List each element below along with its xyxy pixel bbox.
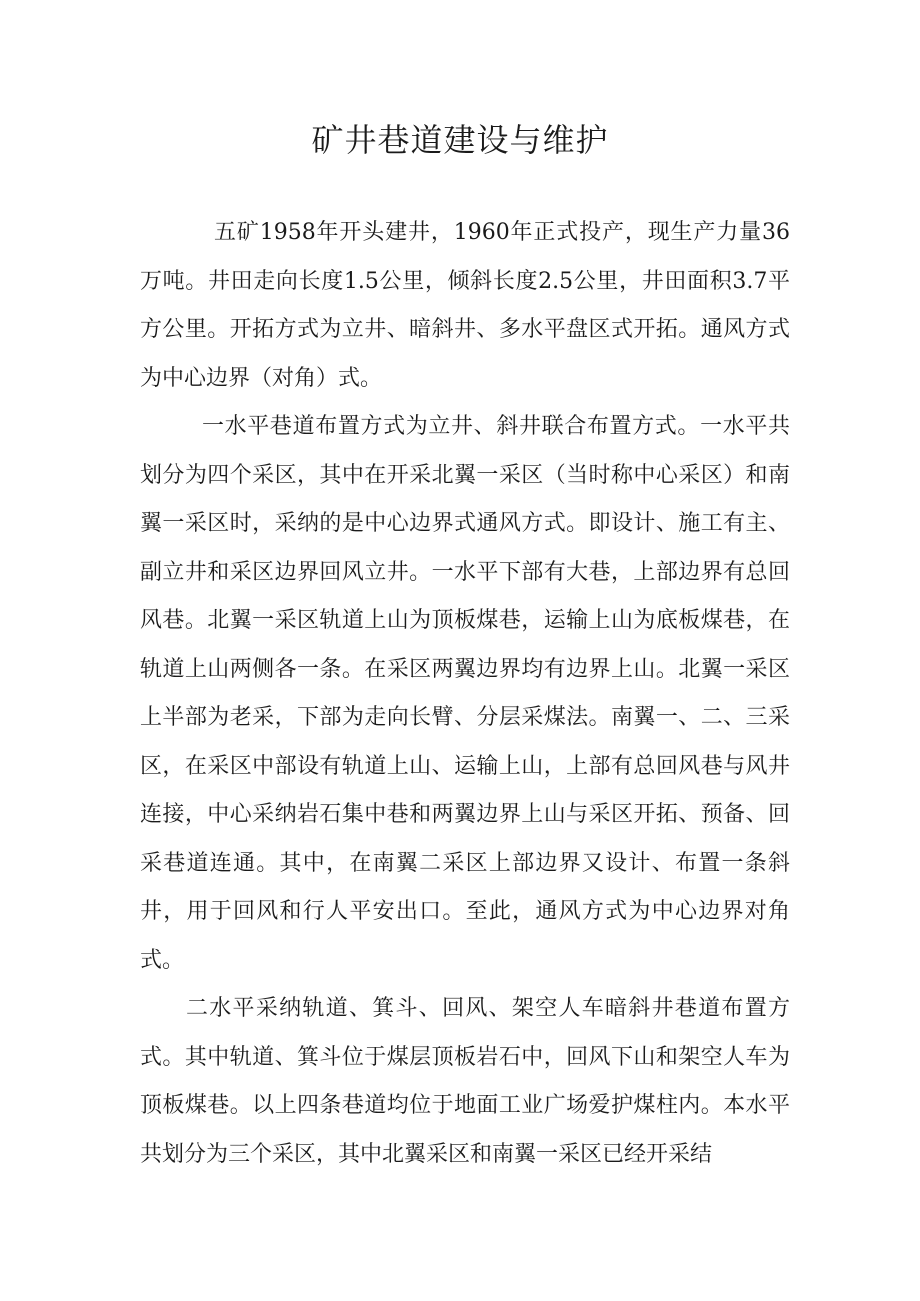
paragraph-3: 二水平采纳轨道、箕斗、回风、架空人车暗斜井巷道布置方式。其中轨道、箕斗位于煤层顶板岩石中，回风下山和架空人车为顶板煤巷。以上四条巷道均位于地面工业广场爱护煤柱内。本水平共划分为三个采区，其中北翼采区和南翼一采区已经开采结 — [140, 996, 790, 1167]
document-title: 矿井巷道建设与维护 — [311, 121, 609, 159]
document-body — [140, 209, 790, 1179]
paragraph-1: 五矿1958年开头建井，1960年正式投产，现生产力量36万吨。井田走向长度1.5公里，倾斜长度2.5公里，井田面积3.7平方公里。开拓方式为立井、暗斜井、多水平盘区式开拓。通风方式为中心边界（对角）式。 — [140, 220, 790, 391]
paragraph-2: 一水平巷道布置方式为立井、斜井联合布置方式。一水平共划分为四个采区，其中在开采北翼一采区（当时称中心采区）和南翼一采区时，采纳的是中心边界式通风方式。即设计、施工有主、副立井和采区边界回风立井。一水平下部有大巷，上部边界有总回风巷。北翼一采区轨道上山为顶板煤巷，运输上山为底板煤巷，在轨道上山两侧各一条。在采区两翼边界均有边界上山。北翼一采区上半部为老采，下部为走向长臂、分层采煤法。南翼一、二、三采区，在采区中部设有轨道上山、运输上山，上部有总回风巷与风井连接，中心采纳岩石集中巷和两翼边界上山与采区开拓、预备、回采巷道连通。其中，在南翼二采区上部边界又设计、布置一条斜井，用于回风和行人平安出口。至此，通风方式为中心边界对角式。 — [140, 414, 790, 973]
